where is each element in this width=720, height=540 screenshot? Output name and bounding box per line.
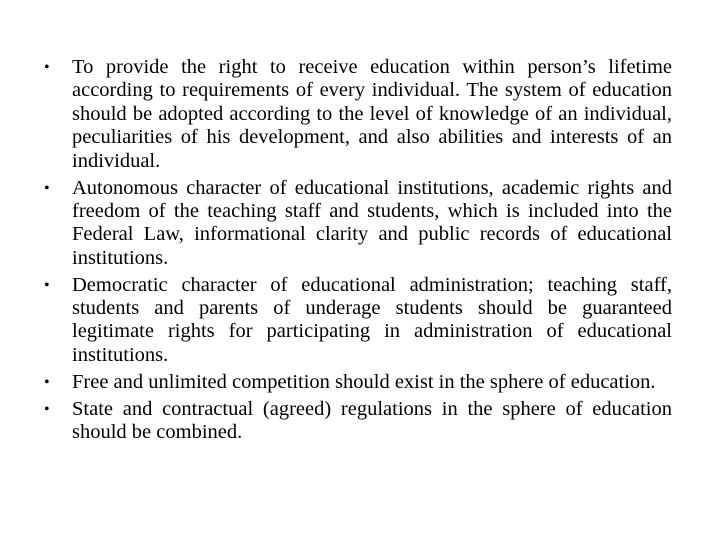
bullet-text: To provide the right to receive education within person’s lifetime according to requirements of every individual. The system of education should be adopted according to the level of knowledge of an individual, peculiarities of his development, and also abilities and interests of an individual. bbox=[72, 56, 672, 172]
bullet-item-free-competition bbox=[44, 371, 672, 394]
bullet-icon: • bbox=[44, 179, 50, 197]
bullet-item-autonomous-character bbox=[44, 177, 672, 271]
bullet-icon: • bbox=[44, 400, 50, 418]
bullet-item-state-regulations bbox=[44, 398, 672, 445]
bullet-text: Autonomous character of educational institutions, academic rights and freedom of the teaching staff and students, which is included into the Federal Law, informational clarity and public records of educational institutions. bbox=[72, 176, 672, 269]
bullet-icon: • bbox=[44, 373, 50, 391]
bullet-text: Free and unlimited competition should exist in the sphere of education. bbox=[72, 370, 656, 393]
bullet-text: State and contractual (agreed) regulations in the sphere of education should be combined. bbox=[72, 397, 672, 444]
bullet-icon: • bbox=[44, 276, 50, 294]
bullet-text: Democratic character of educational administration; teaching staff, students and parents of underage students should be guaranteed legitimate rights for participating in administration of educational institutions. bbox=[72, 273, 672, 366]
bullet-icon: • bbox=[44, 59, 50, 76]
bullet-list bbox=[44, 56, 672, 445]
bullet-item-right-to-education bbox=[44, 56, 672, 173]
bullet-item-democratic-character bbox=[44, 274, 672, 368]
